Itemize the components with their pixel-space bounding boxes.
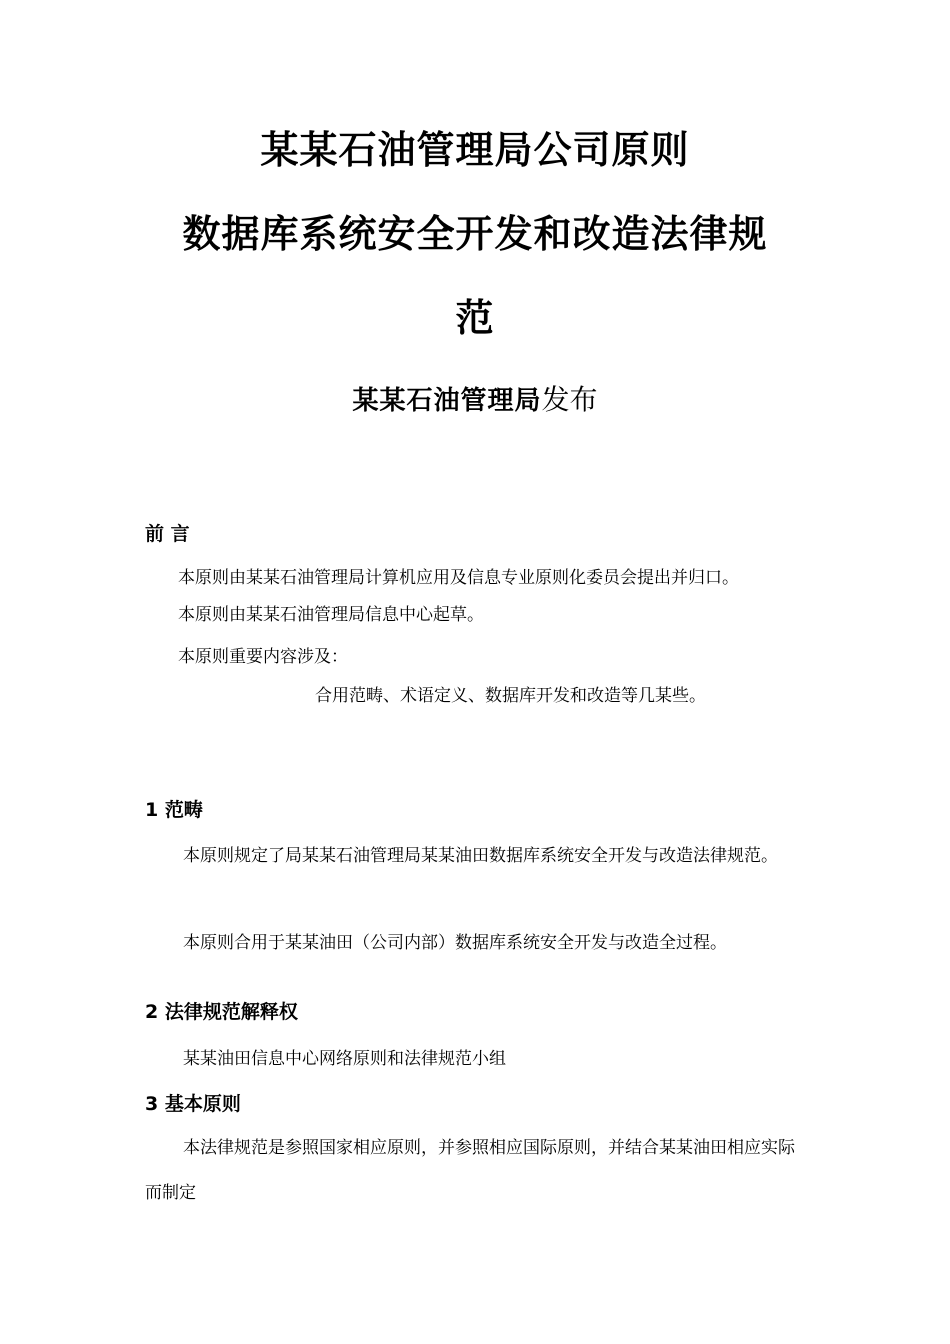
foreword-paragraph-1: 本原则由某某石油管理局计算机应用及信息专业原则化委员会提出并归口。 (178, 568, 739, 588)
section-1-paragraph-2: 本原则合用于某某油田（公司内部）数据库系统安全开发与改造全过程。 (183, 933, 727, 953)
publisher-action: 发布 (541, 383, 598, 416)
document-title-line-1: 某某石油管理局公司原则 (260, 127, 690, 172)
foreword-paragraph-3: 本原则重要内容涉及： (178, 647, 348, 667)
section-2-heading: 2 法律规范解释权 (145, 1001, 298, 1023)
foreword-paragraph-2: 本原则由某某石油管理局信息中心起草。 (178, 605, 484, 625)
section-1-heading: 1 范畴 (145, 799, 203, 821)
publisher-line (0, 380, 950, 421)
section-2-paragraph-1: 某某油田信息中心网络原则和法律规范小组 (183, 1049, 506, 1069)
foreword-heading: 前 言 (145, 523, 190, 545)
section-3-paragraph-1: 本法律规范是参照国家相应原则，并参照相应国际原则，并结合某某油田相应实际而制定 (145, 1138, 795, 1203)
section-1-paragraph-1: 本原则规定了局某某石油管理局某某油田数据库系统安全开发与改造法律规范。 (183, 846, 778, 866)
foreword-paragraph-4: 合用范畴、术语定义、数据库开发和改造等几某些。 (315, 686, 706, 706)
section-3-heading: 3 基本原则 (145, 1093, 241, 1115)
document-title-line-2: 数据库系统安全开发和改造法律规 (182, 211, 768, 256)
publisher-organization: 某某石油管理局 (352, 386, 542, 416)
document-title-line-3: 范 (455, 295, 495, 340)
